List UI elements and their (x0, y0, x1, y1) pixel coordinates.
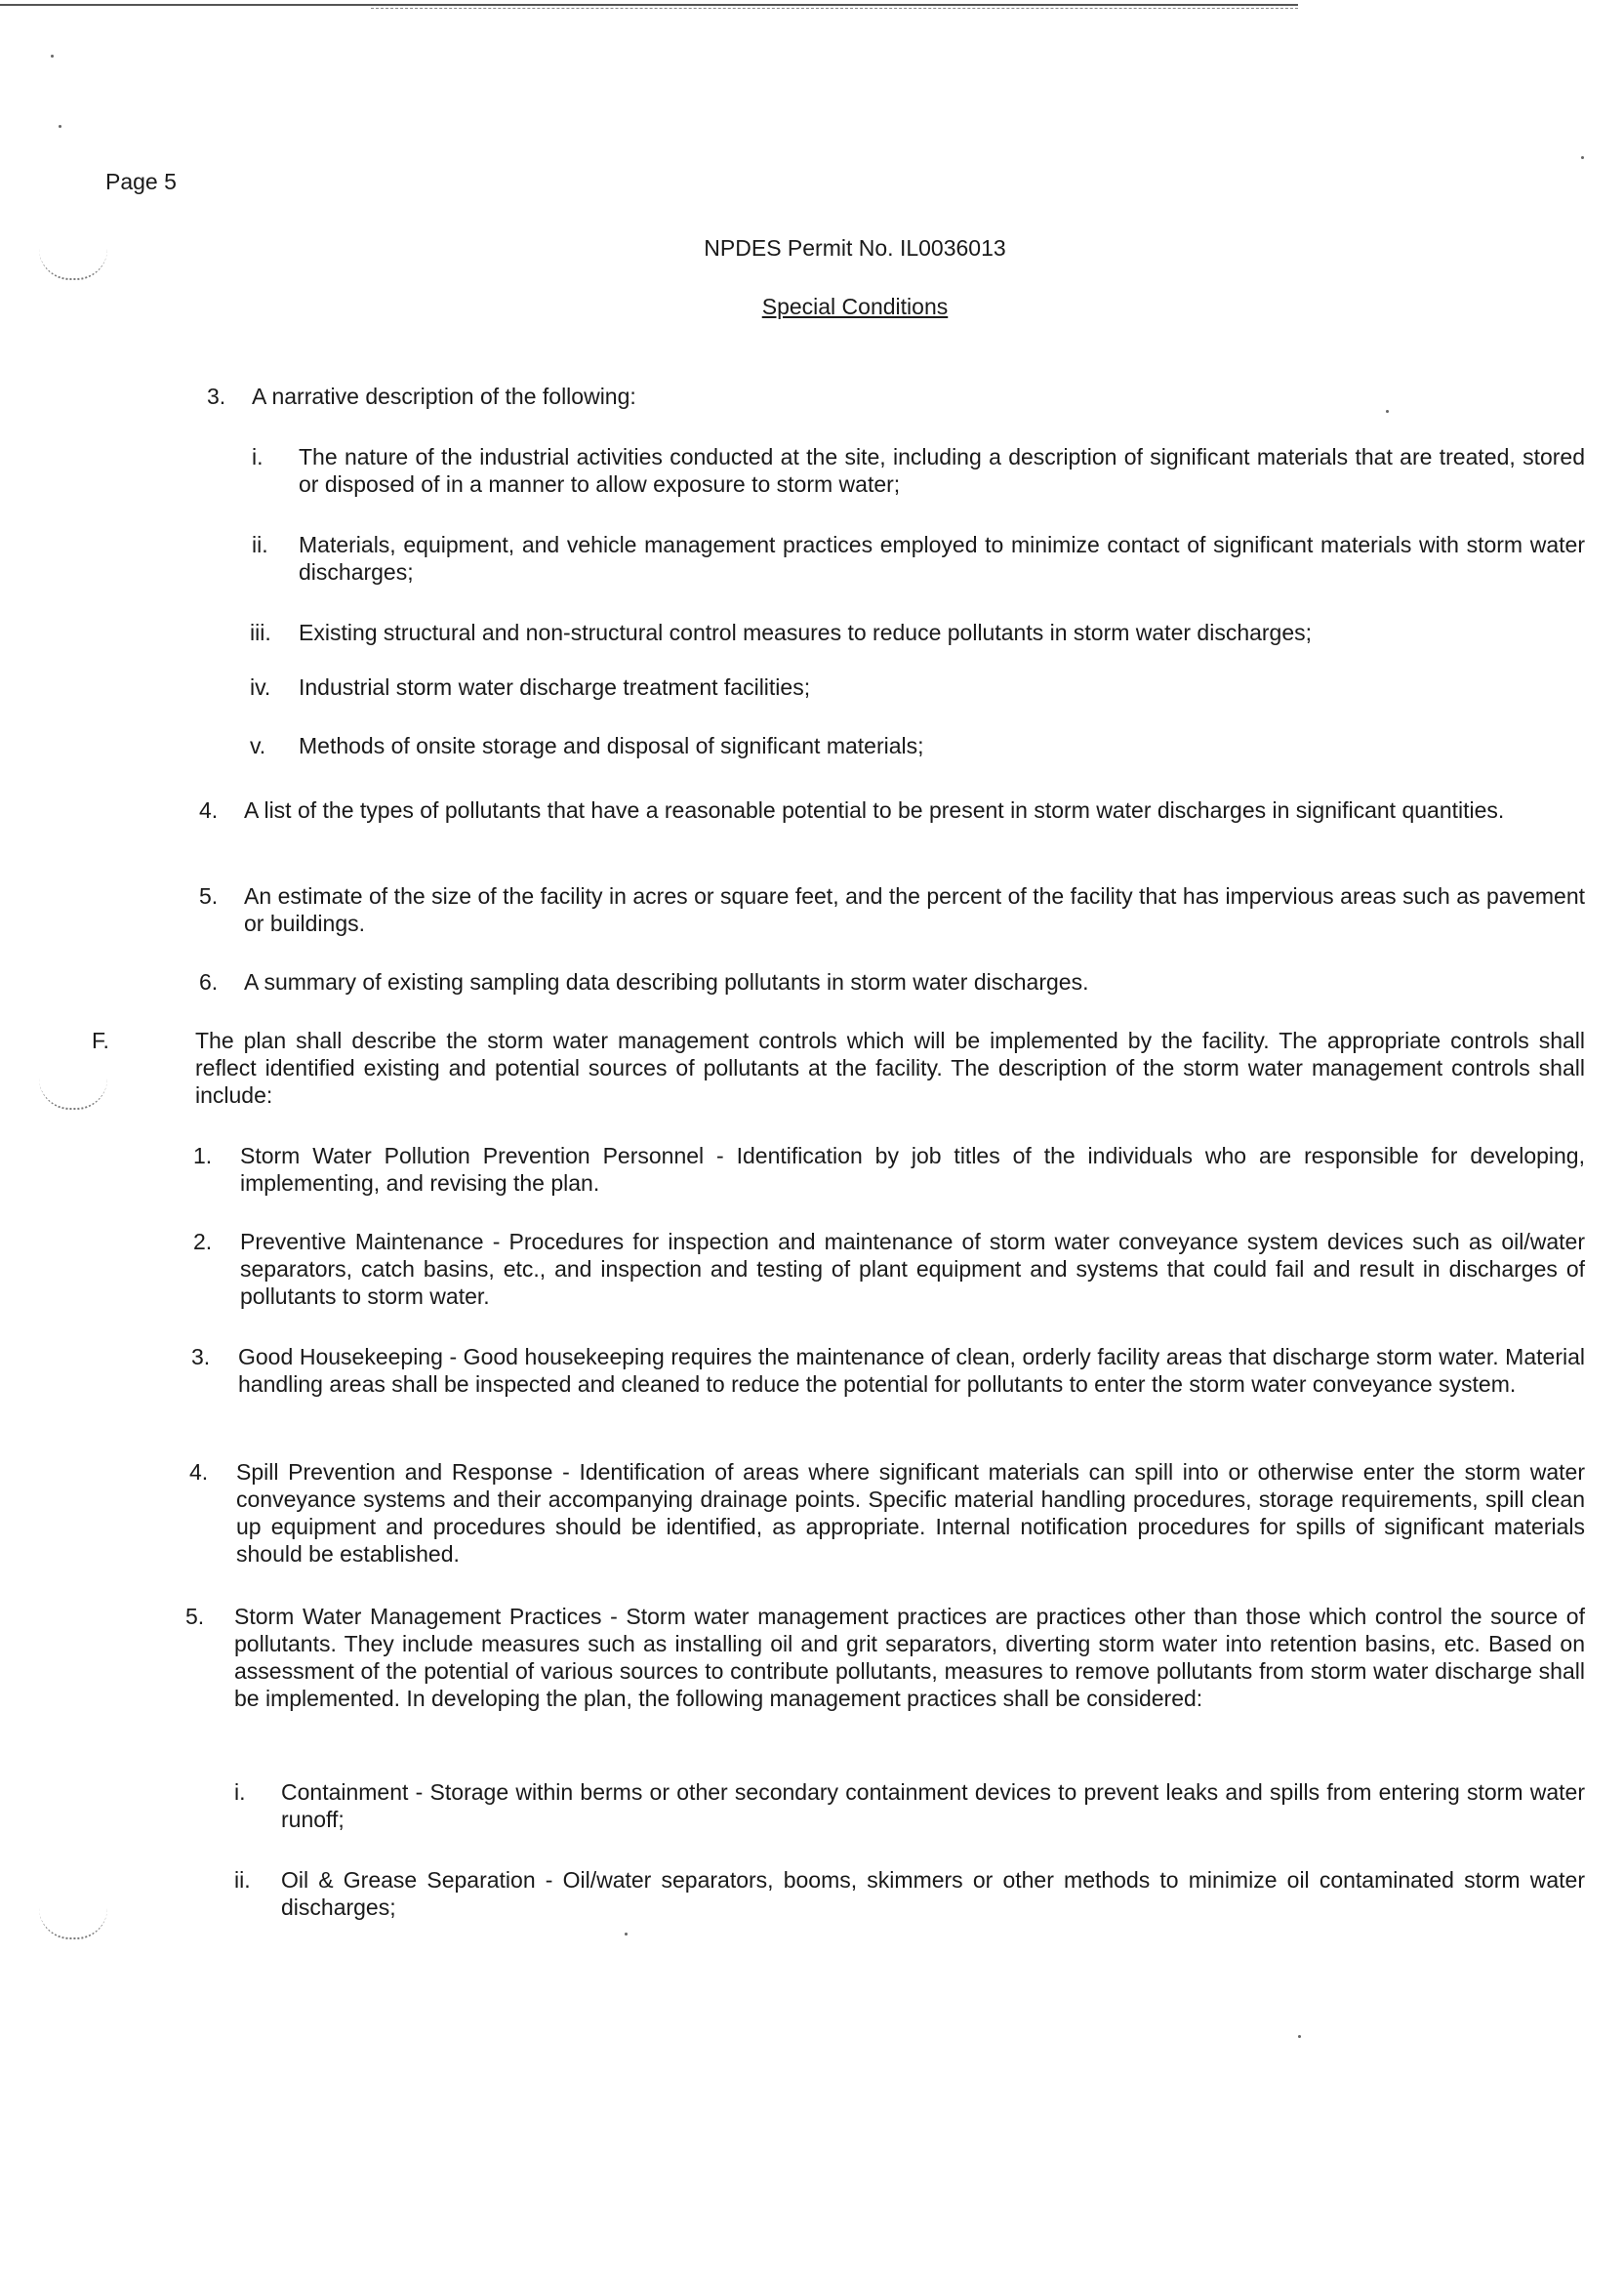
sub-list-marker: iv. (250, 674, 271, 700)
permit-number: NPDES Permit No. IL0036013 (704, 235, 1006, 261)
list-item-text: A summary of existing sampling data describing pollutants in storm water discharges. (244, 969, 1089, 995)
sub-list-item-text: Methods of onsite storage and disposal of significant materials; (299, 733, 924, 758)
page-number: Page 5 (105, 169, 177, 194)
scan-speck (625, 1933, 628, 1936)
sub-list-item-text: Existing structural and non-structural control measures to reduce pollutants in storm water discharges; (299, 620, 1313, 645)
scan-speck (59, 125, 61, 128)
scan-speck (1386, 410, 1389, 413)
list-item-text: Spill Prevention and Response - Identification of areas where significant materials can spill into or otherwise enter the storm water conveyance systems and their accompanying drainage points. Specific material handling procedures, storage requirements, spill clean up equipment and procedures should be identified, as appropriate. Internal notification procedures for spills of significant materials should be established. (236, 1459, 1585, 1567)
list-marker: 1. (193, 1143, 213, 1168)
list-marker: 5. (199, 883, 219, 909)
list-marker: 6. (199, 969, 219, 995)
list-item-text: A list of the types of pollutants that have a reasonable potential to be present in storm water discharges in significant quantities. (244, 797, 1505, 823)
sub-list-marker: i. (234, 1779, 246, 1805)
scan-speck (51, 55, 54, 58)
list-marker: 2. (193, 1229, 213, 1254)
list-item-text: Storm Water Pollution Prevention Personnel - Identification by job titles of the individuals who are responsible for developing, implementing, and revising the plan. (240, 1143, 1585, 1196)
list-marker: 3. (191, 1344, 211, 1369)
sub-list-item-text: Oil & Grease Separation - Oil/water separators, booms, skimmers or other methods to minimize oil contaminated storm water discharges; (281, 1867, 1585, 1920)
scan-edge-line (371, 8, 1298, 9)
sub-list-marker: ii. (252, 532, 268, 557)
list-item-text: An estimate of the size of the facility in acres or square feet, and the percent of the facility that has impervious areas such as pavement or buildings. (244, 883, 1585, 936)
hole-punch-mark (39, 1079, 107, 1110)
scan-speck (1298, 2035, 1301, 2038)
scan-speck (1581, 156, 1584, 159)
list-marker: 4. (199, 797, 219, 823)
section-marker: F. (92, 1028, 109, 1053)
hole-punch-mark (39, 1908, 107, 1939)
list-item-text: Good Housekeeping - Good housekeeping requires the maintenance of clean, orderly facility areas that discharge storm water. Material handling areas shall be inspected and cleaned to reduce the potential for pollutants to enter the storm water conveyance system. (238, 1344, 1585, 1397)
sub-list-item-text: Containment - Storage within berms or other secondary containment devices to prevent leaks and spills from entering storm water runoff; (281, 1779, 1585, 1832)
sub-list-item-text: The nature of the industrial activities conducted at the site, including a description of significant materials that are treated, stored or disposed of in a manner to allow exposure to storm water; (299, 444, 1585, 497)
list-item-text: A narrative description of the following: (252, 384, 636, 409)
list-marker: 4. (189, 1459, 209, 1485)
section-intro: The plan shall describe the storm water management controls which will be implemented by the facility. The appropriate controls shall reflect identified existing and potential sources of pollutants at the facility. The description of the storm water management controls shall include: (195, 1028, 1585, 1108)
sub-list-item-text: Industrial storm water discharge treatment facilities; (299, 674, 811, 700)
sub-list-marker: ii. (234, 1867, 251, 1893)
list-marker: 5. (185, 1604, 205, 1629)
list-item-text: Preventive Maintenance - Procedures for inspection and maintenance of storm water conveyance system devices such as oil/water separators, catch basins, etc., and inspection and testing of plant equipment and systems that could fail and result in discharges of pollutants to storm water. (240, 1229, 1585, 1309)
sub-list-item-text: Materials, equipment, and vehicle management practices employed to minimize contact of significant materials with storm water discharges; (299, 532, 1585, 585)
scan-edge-line (0, 4, 1298, 6)
sub-list-marker: v. (250, 733, 266, 758)
list-marker: 3. (207, 384, 226, 409)
sub-list-marker: i. (252, 444, 264, 469)
sub-list-marker: iii. (250, 620, 271, 645)
section-title: Special Conditions (761, 294, 949, 319)
list-item-text: Storm Water Management Practices - Storm water management practices are practices other than those which control the source of pollutants. They include measures such as installing oil and grit separators, diverting storm water into retention basins, etc. Based on assessment of the potential of various sources to contribute pollutants, measures to remove pollutants from storm water discharge shall be implemented. In developing the plan, the following management practices shall be considered: (234, 1604, 1585, 1711)
